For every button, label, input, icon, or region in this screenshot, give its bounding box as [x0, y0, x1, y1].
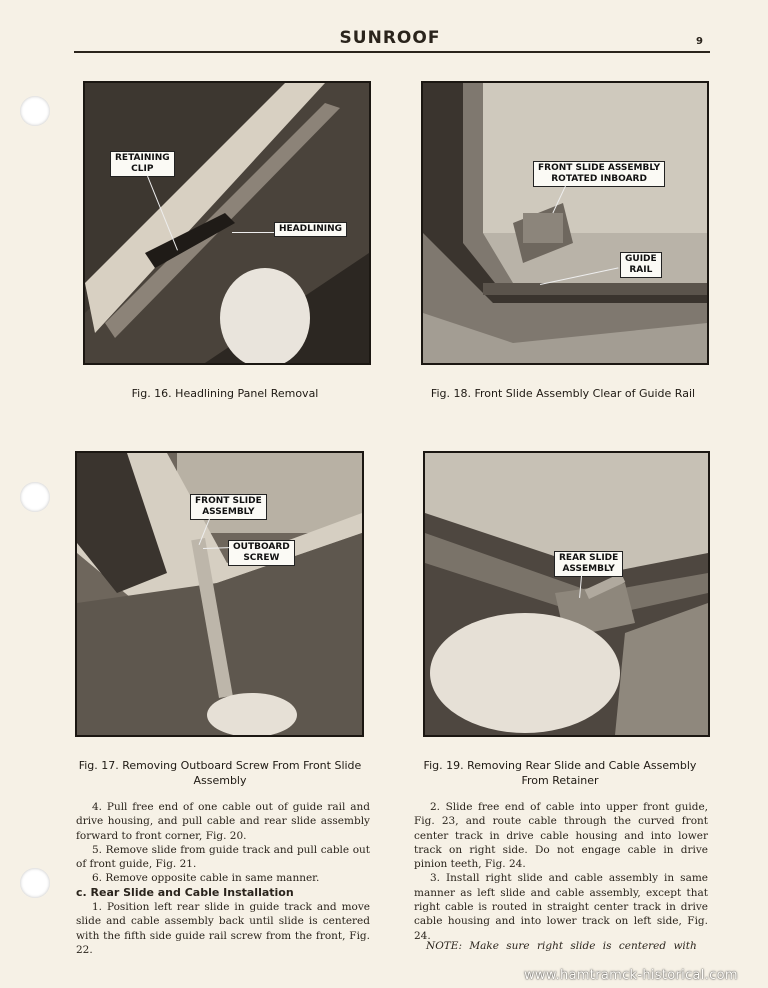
left-column-text	[76, 800, 370, 957]
fig19-photo	[423, 451, 710, 737]
fig16-label-retaining-clip: RETAINING CLIP	[110, 151, 175, 177]
fig16-label-headlining: HEADLINING	[274, 222, 347, 237]
fig18-caption: Fig. 18. Front Slide Assembly Clear of Guide Rail	[430, 387, 696, 400]
step-5-text: 5. Remove slide from guide track and pull cable out of front guide, Fig. 21.	[76, 843, 370, 871]
binder-hole-middle	[20, 482, 50, 512]
binder-hole-top	[20, 96, 50, 126]
fig17-label-front-slide-assembly: FRONT SLIDE ASSEMBLY	[190, 494, 267, 520]
right-column-text	[414, 800, 708, 943]
step-4-text: 4. Pull free end of one cable out of guide rail and drive housing, and pull cable and rear slide assembly forward to front corner, Fig. 20.	[76, 801, 370, 842]
fig16-leader-headlining	[232, 232, 274, 233]
page-number: 9	[696, 36, 703, 47]
step-2-text: 2. Slide free end of cable into upper front guide, Fig. 23, and route cable through the curved front center track in drive cable housing and into lower track on right side. Do not engage cable in drive pinion teeth, Fig. 24.	[414, 801, 708, 871]
fig18-label-front-slide-assembly: FRONT SLIDE ASSEMBLY ROTATED INBOARD	[533, 161, 665, 187]
section-heading: c. Rear Slide and Cable Installation	[76, 885, 294, 899]
fig17-caption: Fig. 17. Removing Outboard Screw From Front Slide Assembly	[78, 759, 362, 787]
header-rule	[74, 51, 710, 53]
step-3-text: 3. Install right slide and cable assembly in same manner as left slide and cable assembly, except that right cable is routed in straight center track in drive cable housing and into lower track on left side, Fig. 24.	[414, 872, 708, 942]
step-6-text: 6. Remove opposite cable in same manner.	[92, 872, 320, 885]
step-1-text: 1. Position left rear slide in guide track and move slide and cable assembly back until slide is centered with the fifth side guide rail screw from the front, Fig. 22.	[76, 901, 370, 956]
fig19-caption: Fig. 19. Removing Rear Slide and Cable Assembly From Retainer	[423, 759, 697, 787]
fig16-caption: Fig. 16. Headlining Panel Removal	[131, 387, 319, 400]
binder-hole-bottom	[20, 868, 50, 898]
page-title: SUNROOF	[339, 28, 441, 48]
note-text: NOTE: Make sure right slide is centered with	[426, 940, 697, 952]
fig18-photo	[421, 81, 709, 365]
fig17-label-outboard-screw: OUTBOARD SCREW	[228, 540, 295, 566]
fig18-label-guide-rail: GUIDE RAIL	[620, 252, 662, 278]
watermark: www.hamtramck-historical.com	[524, 968, 738, 983]
fig19-label-rear-slide-assembly: REAR SLIDE ASSEMBLY	[554, 551, 623, 577]
